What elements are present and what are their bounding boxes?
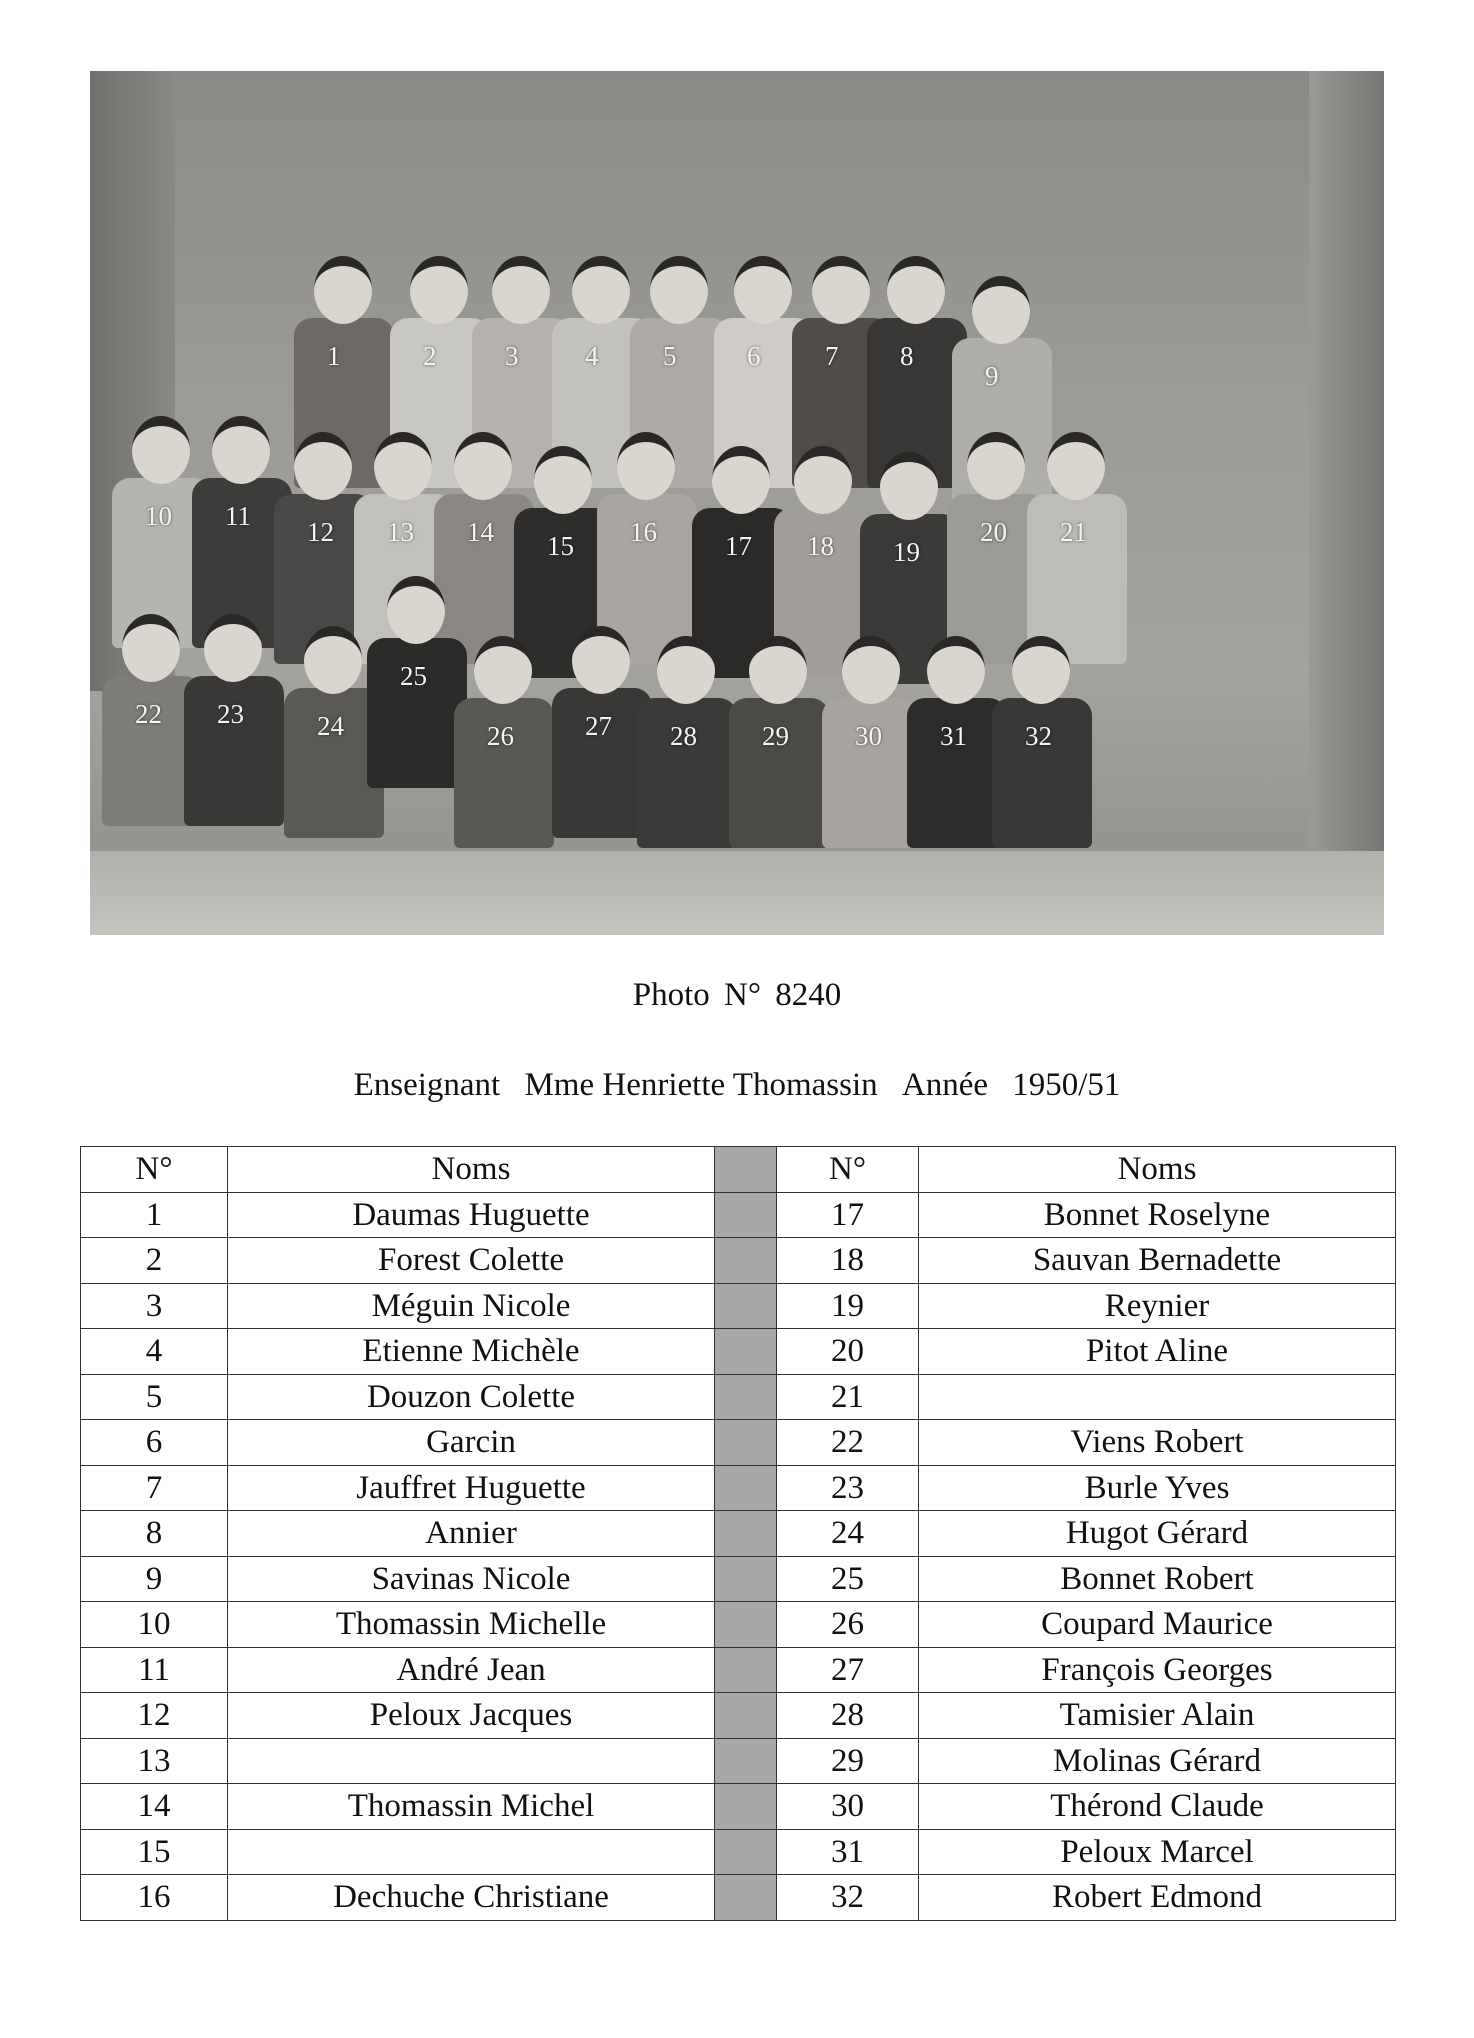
row-name-right bbox=[919, 1374, 1396, 1420]
row-name-left: André Jean bbox=[228, 1647, 715, 1693]
child-head bbox=[492, 256, 550, 324]
photo-number-label: 21 bbox=[1060, 517, 1087, 547]
row-number-right: 29 bbox=[777, 1738, 919, 1784]
photo-number-label: 7 bbox=[825, 341, 839, 371]
child-head bbox=[132, 416, 190, 484]
row-name-right: Peloux Marcel bbox=[919, 1829, 1396, 1875]
table-row bbox=[81, 1738, 1396, 1784]
column-separator bbox=[715, 1192, 777, 1238]
child-head bbox=[712, 446, 770, 514]
row-name-right: François Georges bbox=[919, 1647, 1396, 1693]
child-head bbox=[812, 256, 870, 324]
column-separator bbox=[715, 1465, 777, 1511]
header-number-right: N° bbox=[777, 1147, 919, 1193]
row-name-left: Dechuche Christiane bbox=[228, 1875, 715, 1921]
row-name-right: Tamisier Alain bbox=[919, 1693, 1396, 1739]
photo-number-label: 5 bbox=[663, 341, 677, 371]
row-name-right: Robert Edmond bbox=[919, 1875, 1396, 1921]
table-row bbox=[81, 1875, 1396, 1921]
photo-number-label: 29 bbox=[762, 721, 789, 751]
child-head bbox=[212, 416, 270, 484]
table-row bbox=[81, 1192, 1396, 1238]
row-number-left: 6 bbox=[81, 1420, 228, 1466]
table-row bbox=[81, 1374, 1396, 1420]
row-number-right: 23 bbox=[777, 1465, 919, 1511]
row-name-left: Jauffret Huguette bbox=[228, 1465, 715, 1511]
child-head bbox=[314, 256, 372, 324]
row-number-right: 27 bbox=[777, 1647, 919, 1693]
row-name-right: Pitot Aline bbox=[919, 1329, 1396, 1375]
row-name-right: Thérond Claude bbox=[919, 1784, 1396, 1830]
photo-number-label: 19 bbox=[893, 537, 920, 567]
row-number-right: 20 bbox=[777, 1329, 919, 1375]
table-row bbox=[81, 1829, 1396, 1875]
year-value: 1950/51 bbox=[1012, 1067, 1121, 1103]
child-head bbox=[294, 432, 352, 500]
table-row bbox=[81, 1647, 1396, 1693]
row-name-left: Etienne Michèle bbox=[228, 1329, 715, 1375]
row-number-right: 30 bbox=[777, 1784, 919, 1830]
child-head bbox=[387, 576, 445, 644]
row-number-right: 17 bbox=[777, 1192, 919, 1238]
row-name-right: Bonnet Roselyne bbox=[919, 1192, 1396, 1238]
child-head bbox=[794, 446, 852, 514]
photo-number-label: 8 bbox=[900, 341, 914, 371]
child-head bbox=[887, 256, 945, 324]
column-separator bbox=[715, 1647, 777, 1693]
child-head bbox=[374, 432, 432, 500]
row-number-left: 15 bbox=[81, 1829, 228, 1875]
row-number-right: 28 bbox=[777, 1693, 919, 1739]
row-name-right: Burle Yves bbox=[919, 1465, 1396, 1511]
column-separator bbox=[715, 1738, 777, 1784]
row-number-left: 12 bbox=[81, 1693, 228, 1739]
child-head bbox=[880, 452, 938, 520]
photo-caption: Photo N° 8240 bbox=[632, 977, 842, 1013]
row-name-right: Hugot Gérard bbox=[919, 1511, 1396, 1557]
photo-number-label: 2 bbox=[423, 341, 437, 371]
row-name-right: Reynier bbox=[919, 1283, 1396, 1329]
photo-number-label: 31 bbox=[940, 721, 967, 751]
photo-wall-right bbox=[1309, 71, 1384, 931]
row-name-left bbox=[228, 1829, 715, 1875]
column-separator bbox=[715, 1374, 777, 1420]
row-number-right: 26 bbox=[777, 1602, 919, 1648]
row-name-left: Forest Colette bbox=[228, 1238, 715, 1284]
table-row bbox=[81, 1784, 1396, 1830]
photo-ground bbox=[90, 851, 1384, 935]
header-names-left: Noms bbox=[228, 1147, 715, 1193]
column-separator bbox=[715, 1283, 777, 1329]
row-number-left: 8 bbox=[81, 1511, 228, 1557]
row-number-left: 9 bbox=[81, 1556, 228, 1602]
photo-number-label: 26 bbox=[487, 721, 514, 751]
child-head bbox=[122, 614, 180, 682]
teacher-label: Enseignant bbox=[353, 1067, 501, 1103]
row-number-left: 7 bbox=[81, 1465, 228, 1511]
photo-number-label: 28 bbox=[670, 721, 697, 751]
child-head bbox=[657, 636, 715, 704]
row-number-left: 5 bbox=[81, 1374, 228, 1420]
row-number-right: 25 bbox=[777, 1556, 919, 1602]
row-name-right: Coupard Maurice bbox=[919, 1602, 1396, 1648]
column-separator bbox=[715, 1238, 777, 1284]
child-head bbox=[650, 256, 708, 324]
table-row bbox=[81, 1511, 1396, 1557]
row-name-right: Viens Robert bbox=[919, 1420, 1396, 1466]
child-head bbox=[972, 276, 1030, 344]
table-row bbox=[81, 1283, 1396, 1329]
column-separator bbox=[715, 1693, 777, 1739]
row-number-left: 14 bbox=[81, 1784, 228, 1830]
photo-number-label: 18 bbox=[807, 531, 834, 561]
column-separator bbox=[715, 1556, 777, 1602]
row-name-left bbox=[228, 1738, 715, 1784]
child-head bbox=[842, 636, 900, 704]
row-name-left: Peloux Jacques bbox=[228, 1693, 715, 1739]
photo-number-label: 23 bbox=[217, 699, 244, 729]
row-number-left: 10 bbox=[81, 1602, 228, 1648]
photo-number-label: 15 bbox=[547, 531, 574, 561]
child-head bbox=[1012, 636, 1070, 704]
photo-number-label: 13 bbox=[387, 517, 414, 547]
child-head bbox=[734, 256, 792, 324]
photo-number-label: 16 bbox=[630, 517, 657, 547]
table-row bbox=[81, 1329, 1396, 1375]
header-names-right: Noms bbox=[919, 1147, 1396, 1193]
child-head bbox=[617, 432, 675, 500]
row-name-left: Daumas Huguette bbox=[228, 1192, 715, 1238]
table-row bbox=[81, 1238, 1396, 1284]
row-number-right: 32 bbox=[777, 1875, 919, 1921]
table-row bbox=[81, 1465, 1396, 1511]
photo-number-label: 27 bbox=[585, 711, 612, 741]
table-row bbox=[81, 1602, 1396, 1648]
row-number-left: 16 bbox=[81, 1875, 228, 1921]
column-separator bbox=[715, 1329, 777, 1375]
row-number-left: 2 bbox=[81, 1238, 228, 1284]
year-label: Année bbox=[901, 1067, 988, 1103]
column-separator bbox=[715, 1511, 777, 1557]
row-name-right: Molinas Gérard bbox=[919, 1738, 1396, 1784]
photo-number-label: 24 bbox=[317, 711, 344, 741]
row-name-left: Méguin Nicole bbox=[228, 1283, 715, 1329]
photo-number-label: 9 bbox=[985, 361, 999, 391]
row-number-left: 1 bbox=[81, 1192, 228, 1238]
table-row bbox=[81, 1693, 1396, 1739]
row-number-right: 21 bbox=[777, 1374, 919, 1420]
row-name-left: Savinas Nicole bbox=[228, 1556, 715, 1602]
table-body bbox=[81, 1192, 1396, 1920]
row-number-right: 18 bbox=[777, 1238, 919, 1284]
child-head bbox=[927, 636, 985, 704]
column-separator bbox=[715, 1420, 777, 1466]
column-separator bbox=[715, 1875, 777, 1921]
photo-number-label: 30 bbox=[855, 721, 882, 751]
photo-number-label: 17 bbox=[725, 531, 752, 561]
row-number-right: 19 bbox=[777, 1283, 919, 1329]
photo-number-label: 11 bbox=[225, 501, 251, 531]
row-name-left: Douzon Colette bbox=[228, 1374, 715, 1420]
photo-number-label: 12 bbox=[307, 517, 334, 547]
row-name-left: Thomassin Michel bbox=[228, 1784, 715, 1830]
column-separator bbox=[715, 1829, 777, 1875]
photo-number-label: 10 bbox=[145, 501, 172, 531]
names-table bbox=[80, 1146, 1396, 1921]
child-head bbox=[454, 432, 512, 500]
child-head bbox=[534, 446, 592, 514]
row-number-left: 13 bbox=[81, 1738, 228, 1784]
column-separator bbox=[715, 1602, 777, 1648]
child-head bbox=[204, 614, 262, 682]
row-name-right: Sauvan Bernadette bbox=[919, 1238, 1396, 1284]
column-separator bbox=[715, 1784, 777, 1830]
child-head bbox=[474, 636, 532, 704]
child-head bbox=[1047, 432, 1105, 500]
child-head bbox=[572, 256, 630, 324]
table-row bbox=[81, 1556, 1396, 1602]
child-head bbox=[572, 626, 630, 694]
row-number-right: 22 bbox=[777, 1420, 919, 1466]
row-name-left: Annier bbox=[228, 1511, 715, 1557]
row-number-right: 24 bbox=[777, 1511, 919, 1557]
table-header-row bbox=[81, 1147, 1396, 1193]
table-row bbox=[81, 1420, 1396, 1466]
child-head bbox=[967, 432, 1025, 500]
photo-number-label: 25 bbox=[400, 661, 427, 691]
child-head bbox=[749, 636, 807, 704]
photo-number-label: 14 bbox=[467, 517, 494, 547]
photo-number-label: 20 bbox=[980, 517, 1007, 547]
photo-number-label: 1 bbox=[327, 341, 341, 371]
child-head bbox=[410, 256, 468, 324]
row-number-left: 11 bbox=[81, 1647, 228, 1693]
photo-number-label: 32 bbox=[1025, 721, 1052, 751]
row-number-left: 4 bbox=[81, 1329, 228, 1375]
header-number-left: N° bbox=[81, 1147, 228, 1193]
row-number-right: 31 bbox=[777, 1829, 919, 1875]
teacher-line bbox=[0, 1067, 1474, 1104]
teacher-name: Mme Henriette Thomassin bbox=[524, 1067, 878, 1103]
column-separator bbox=[715, 1147, 777, 1193]
photo-number-label: 22 bbox=[135, 699, 162, 729]
row-name-left: Garcin bbox=[228, 1420, 715, 1466]
row-number-left: 3 bbox=[81, 1283, 228, 1329]
photo-number-label: 4 bbox=[585, 341, 599, 371]
row-name-left: Thomassin Michelle bbox=[228, 1602, 715, 1648]
child-head bbox=[304, 626, 362, 694]
class-photo bbox=[90, 71, 1384, 935]
photo-number-label: 6 bbox=[747, 341, 761, 371]
row-name-right: Bonnet Robert bbox=[919, 1556, 1396, 1602]
photo-number-label: 3 bbox=[505, 341, 519, 371]
